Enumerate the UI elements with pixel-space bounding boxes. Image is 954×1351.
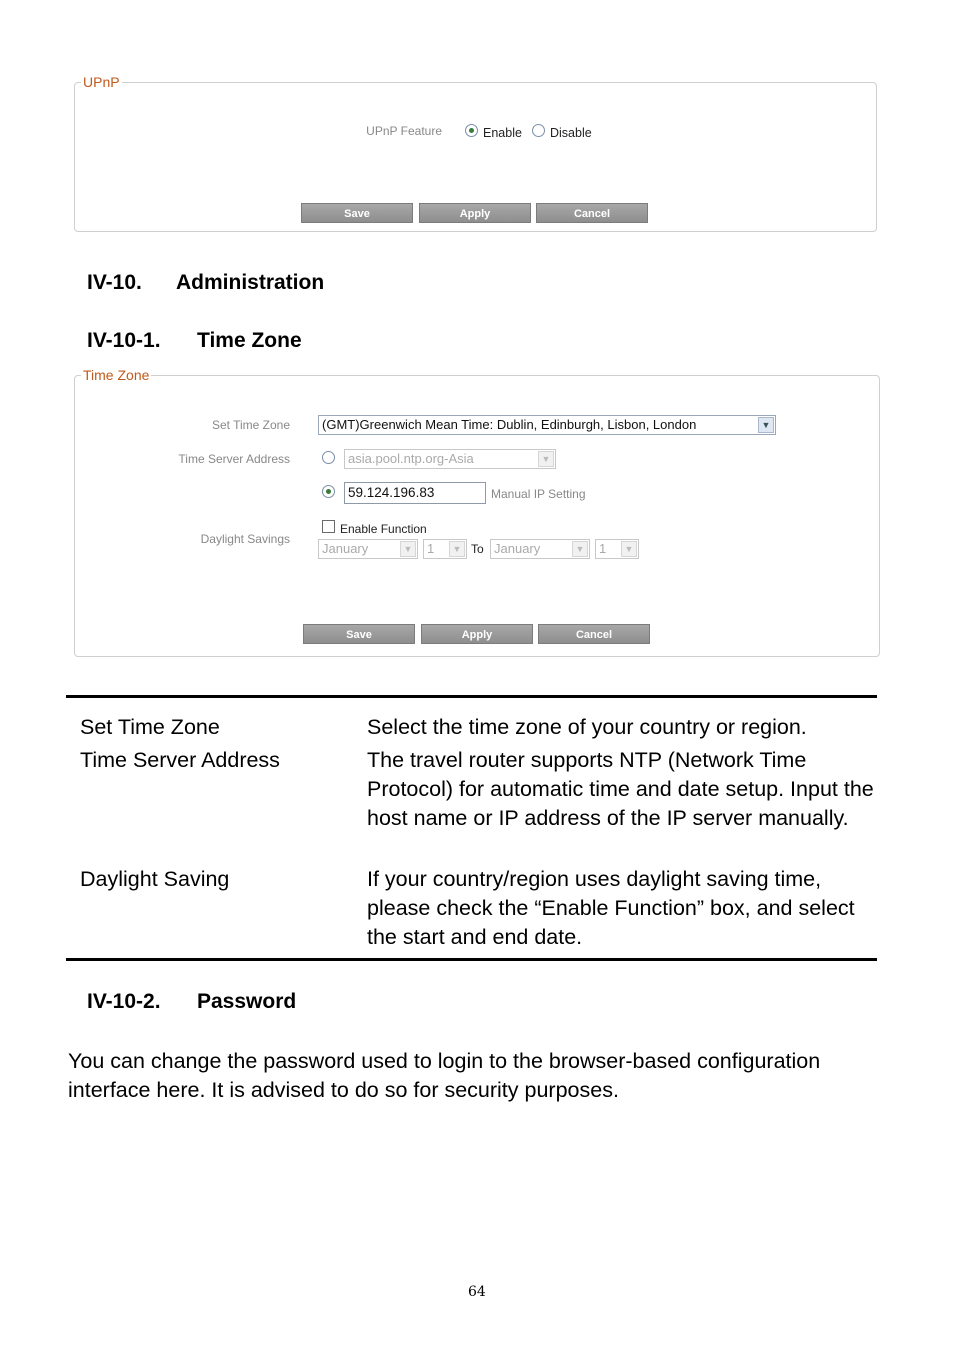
table-term-time-server: Time Server Address [80, 748, 280, 772]
table-desc-time-server: The travel router supports NTP (Network Time Protocol) for automatic time and date setup. Input the host name or IP address of the IP server manually. [367, 748, 874, 830]
table-desc-daylight: If your country/region uses daylight saving time, please check the “Enable Function” box, and select the start and end date. [367, 867, 855, 949]
time-zone-select[interactable] [318, 415, 776, 435]
heading-administration [87, 271, 324, 295]
time-zone-apply-button[interactable]: Apply [421, 624, 533, 644]
chevron-down-icon: ▼ [758, 417, 774, 433]
upnp-apply-button[interactable]: Apply [419, 203, 531, 223]
upnp-disable-label: Disable [550, 126, 592, 140]
from-day-select[interactable] [423, 539, 467, 559]
upnp-save-button[interactable]: Save [301, 203, 413, 223]
set-time-zone-label: Set Time Zone [211, 418, 290, 432]
chevron-down-icon: ▼ [621, 541, 637, 557]
heading-time-zone-number: IV-10-1. [87, 329, 161, 352]
chevron-down-icon: ▼ [400, 541, 416, 557]
heading-time-zone [87, 329, 302, 353]
time-server-label: Time Server Address [178, 452, 290, 466]
table-bottom-rule [66, 958, 877, 961]
table-term-set-time-zone: Set Time Zone [80, 715, 220, 739]
heading-password-number: IV-10-2. [87, 990, 161, 1013]
upnp-legend: UPnP [83, 74, 120, 90]
heading-administration-number: IV-10. [87, 271, 142, 294]
time-zone-panel [74, 367, 880, 657]
table-desc-set-time-zone: Select the time zone of your country or region. [367, 715, 807, 739]
time-zone-save-button[interactable]: Save [303, 624, 415, 644]
ntp-server-select[interactable] [344, 449, 556, 469]
from-month-value: January [322, 541, 369, 556]
enable-function-label: Enable Function [340, 522, 427, 536]
ntp-server-select-value: asia.pool.ntp.org-Asia [348, 451, 474, 466]
upnp-cancel-button[interactable]: Cancel [536, 203, 648, 223]
time-zone-cancel-button[interactable]: Cancel [538, 624, 650, 644]
chevron-down-icon: ▼ [538, 451, 554, 467]
manual-ip-radio[interactable] [322, 485, 335, 498]
chevron-down-icon: ▼ [572, 541, 588, 557]
ntp-server-radio[interactable] [322, 451, 335, 464]
chevron-down-icon: ▼ [449, 541, 465, 557]
upnp-disable-radio[interactable] [532, 124, 545, 137]
to-day-select[interactable] [595, 539, 639, 559]
enable-function-checkbox[interactable] [322, 520, 335, 533]
table-term-daylight: Daylight Saving [80, 867, 230, 891]
password-intro: You can change the password used to login to the browser-based configuration interface here. It is advised to do so for security purposes. [68, 1049, 821, 1102]
from-day-value: 1 [427, 541, 435, 556]
heading-password [87, 990, 296, 1014]
upnp-feature-label: UPnP Feature [366, 124, 442, 138]
heading-administration-title: Administration [176, 271, 325, 294]
table-top-rule [66, 695, 877, 698]
manual-ip-label: Manual IP Setting [491, 487, 586, 501]
to-month-value: January [494, 541, 541, 556]
to-month-select[interactable] [490, 539, 590, 559]
to-day-value: 1 [599, 541, 607, 556]
upnp-enable-label: Enable [483, 126, 522, 140]
time-zone-legend: Time Zone [83, 367, 150, 383]
from-month-select[interactable] [318, 539, 418, 559]
time-zone-select-value: (GMT)Greenwich Mean Time: Dublin, Edinburgh, Lisbon, London [322, 417, 697, 432]
heading-password-title: Password [197, 990, 297, 1013]
daylight-savings-label: Daylight Savings [200, 532, 290, 546]
manual-ip-input[interactable]: 59.124.196.83 [344, 482, 486, 504]
heading-time-zone-title: Time Zone [197, 329, 302, 352]
page-number: 64 [468, 1284, 486, 1300]
upnp-enable-radio[interactable] [465, 124, 478, 137]
to-label: To [471, 542, 484, 556]
